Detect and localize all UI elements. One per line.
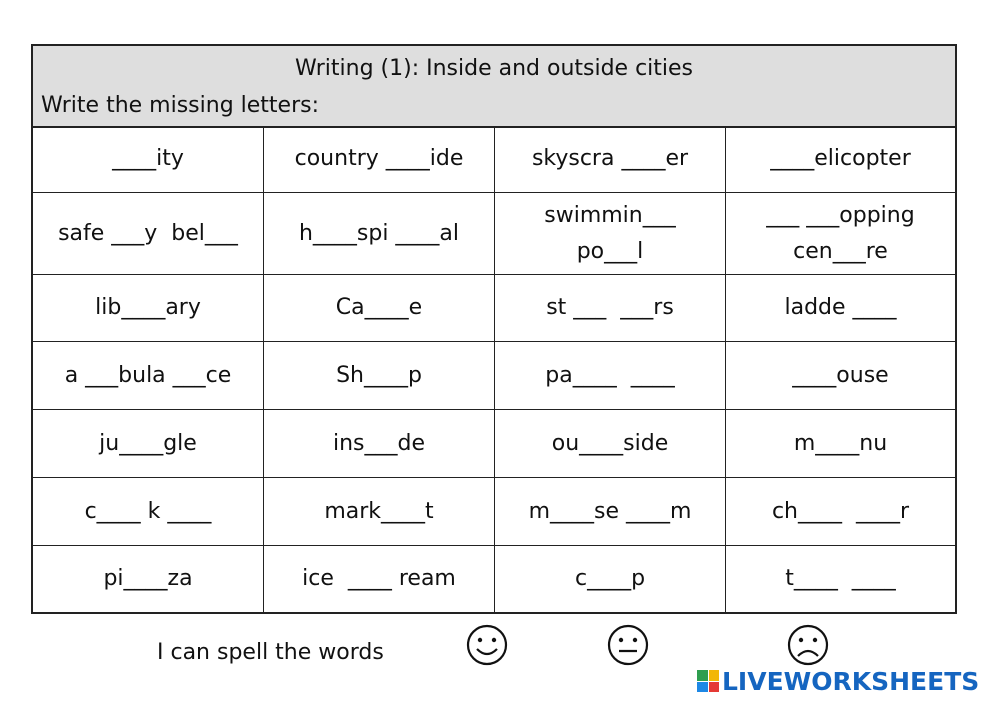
smiling-face-icon[interactable]	[464, 622, 510, 668]
word-cell-text: ju____gle	[99, 430, 197, 456]
word-cell[interactable]	[495, 193, 726, 275]
word-cell[interactable]	[726, 275, 955, 342]
word-cell[interactable]	[264, 193, 495, 275]
word-cell[interactable]	[264, 342, 495, 410]
word-cell-text: Sh____p	[336, 362, 422, 388]
word-cell[interactable]	[726, 478, 955, 546]
word-cell[interactable]	[495, 478, 726, 546]
word-cell[interactable]	[726, 342, 955, 410]
word-cell-text: ____elicopter	[770, 146, 911, 171]
word-cell-text: Ca____e	[335, 295, 423, 320]
word-cell[interactable]	[33, 126, 264, 193]
instruction-text: Write the missing letters:	[41, 93, 320, 118]
brand-name: LIVEWORKSHEETS	[722, 666, 980, 696]
word-cell[interactable]	[33, 275, 264, 342]
word-cell-text: c____ k ____	[84, 498, 212, 524]
word-cell[interactable]	[33, 410, 264, 478]
word-cell-text: country ____ide	[294, 146, 464, 171]
brand-logo-icon	[697, 670, 719, 692]
word-cell-text: ____ity	[112, 146, 184, 171]
sad-face-icon[interactable]	[785, 622, 831, 668]
word-cell[interactable]	[726, 546, 955, 612]
word-cell-text: m____nu	[793, 430, 888, 456]
word-cell-text: swimmin___ po___l	[544, 202, 676, 264]
word-cell-text: pa____ ____	[545, 362, 675, 388]
word-cell[interactable]	[264, 546, 495, 612]
worksheet-header	[33, 46, 955, 128]
word-cell-text: c____p	[574, 566, 646, 591]
word-cell-text: ___ ___opping cen___re	[766, 202, 915, 264]
word-cell-text: ladde ____	[784, 295, 897, 320]
word-cell-text: mark____t	[324, 498, 434, 524]
word-cell-text: t____ ____	[785, 566, 896, 591]
word-cell[interactable]	[264, 410, 495, 478]
word-cell[interactable]	[726, 410, 955, 478]
word-grid	[33, 126, 955, 612]
word-cell-text: m____se ____m	[528, 498, 692, 524]
word-cell-text: h____spi ____al	[298, 220, 460, 246]
word-cell[interactable]	[33, 342, 264, 410]
word-cell[interactable]	[264, 478, 495, 546]
word-cell[interactable]	[495, 126, 726, 193]
word-cell-text: a ___bula ___ce	[64, 362, 232, 388]
word-cell-text: ins___de	[332, 430, 426, 456]
word-cell-text: skyscra ____er	[531, 146, 689, 171]
word-cell[interactable]	[495, 410, 726, 478]
word-cell[interactable]	[264, 126, 495, 193]
worksheet-title: Writing (1): Inside and outside cities	[294, 56, 694, 81]
word-cell-text: st ___ ___rs	[546, 295, 674, 320]
word-cell[interactable]	[495, 275, 726, 342]
word-cell[interactable]	[495, 342, 726, 410]
word-cell-text: ch____ ____r	[771, 498, 910, 524]
word-cell-text: ou____side	[551, 430, 669, 456]
word-cell-text: lib____ary	[95, 295, 201, 320]
neutral-face-icon[interactable]	[605, 622, 651, 668]
word-cell[interactable]	[726, 193, 955, 275]
word-cell-text: ____ouse	[792, 362, 889, 388]
word-cell[interactable]	[33, 193, 264, 275]
word-cell-text: ice ____ ream	[302, 566, 456, 591]
word-cell[interactable]	[33, 478, 264, 546]
word-cell[interactable]	[726, 126, 955, 193]
word-cell[interactable]	[495, 546, 726, 612]
word-cell-text: pi____za	[103, 566, 193, 591]
word-cell[interactable]	[264, 275, 495, 342]
word-cell[interactable]	[33, 546, 264, 612]
self-assessment-label: I can spell the words	[157, 640, 384, 665]
liveworksheets-logo	[697, 666, 979, 696]
worksheet-table	[31, 44, 957, 614]
word-cell-text: safe ___y bel___	[58, 220, 238, 246]
